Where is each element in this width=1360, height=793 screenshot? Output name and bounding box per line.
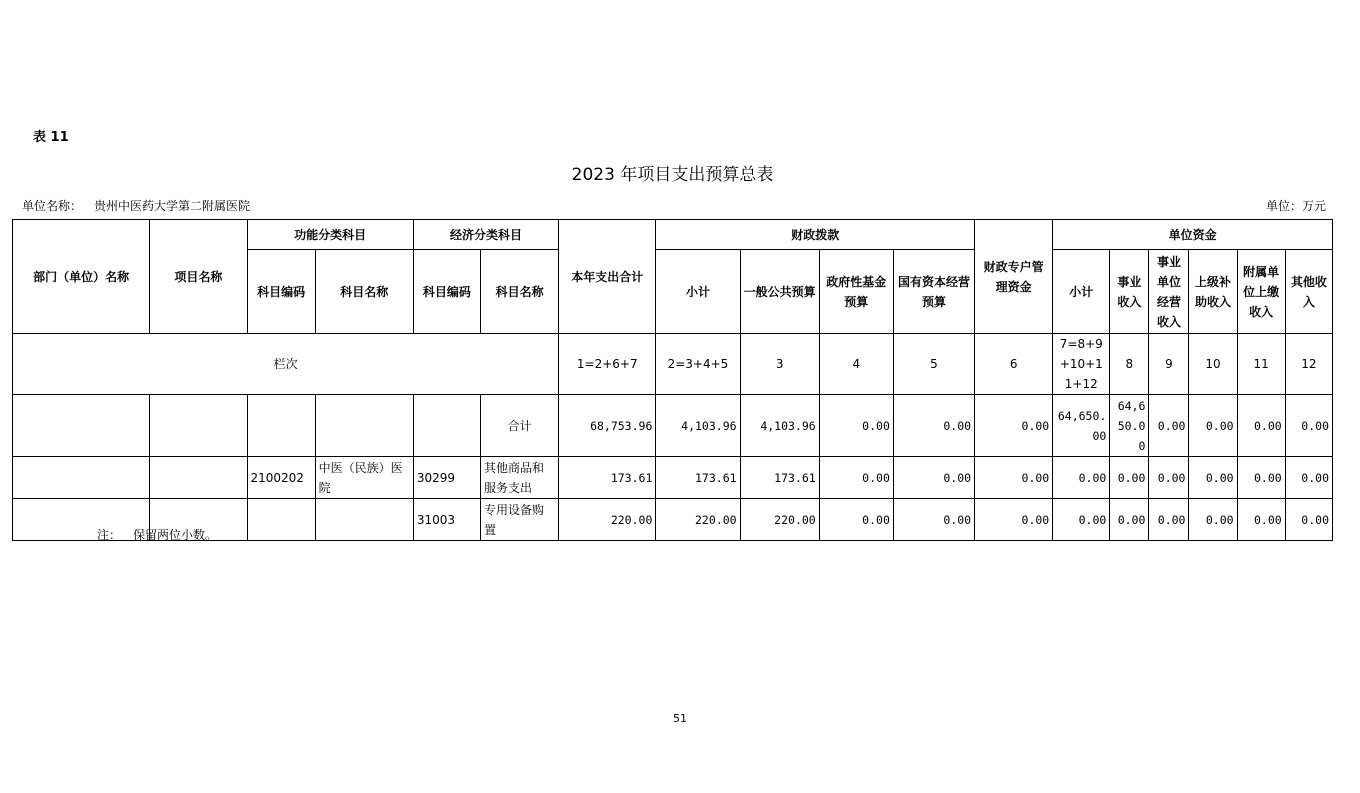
column-index-cell: 10 — [1189, 334, 1237, 395]
cell-value: 0.00 — [819, 499, 893, 541]
table-row-total — [13, 395, 1333, 457]
header-total: 本年支出合计 — [559, 220, 656, 334]
header-career-income: 事业收入 — [1110, 250, 1149, 334]
cell-value: 0.00 — [1189, 395, 1237, 457]
budget-table — [12, 219, 1333, 541]
column-index-label: 栏次 — [13, 334, 559, 395]
cell-value: 0.00 — [1189, 457, 1237, 499]
header-affiliated-income: 附属单位上缴收入 — [1237, 250, 1285, 334]
column-index-cell: 9 — [1149, 334, 1189, 395]
table-label: 表 11 — [33, 130, 69, 145]
header-unit-group: 单位资金 — [1053, 220, 1333, 250]
cell-project — [150, 457, 247, 499]
page-number: 51 — [673, 712, 687, 725]
header-fiscal-subtotal: 小计 — [656, 250, 740, 334]
header-state-capital: 国有资本经营预算 — [893, 250, 974, 334]
header-unit-subtotal: 小计 — [1053, 250, 1110, 334]
unit-label: 单位：万元 — [1265, 199, 1326, 213]
cell-value: 220.00 — [656, 499, 740, 541]
cell-value: 0.00 — [893, 457, 974, 499]
cell-value: 0.00 — [1110, 499, 1149, 541]
cell-econ-code — [413, 395, 480, 457]
header-special-account: 财政专户管理资金 — [975, 220, 1053, 334]
header-superior-subsidy: 上级补助收入 — [1189, 250, 1237, 334]
header-other-income: 其他收入 — [1285, 250, 1332, 334]
cell-func-name: 中医（民族）医院 — [315, 457, 413, 499]
cell-value: 0.00 — [819, 457, 893, 499]
unit-name-value: 贵州中医药大学第二附属医院 — [94, 199, 251, 213]
unit-name-label: 单位名称： — [22, 199, 83, 213]
header-general-budget: 一般公共预算 — [740, 250, 819, 334]
cell-value: 0.00 — [975, 395, 1053, 457]
column-index-cell: 6 — [975, 334, 1053, 395]
header-operating-income: 事业单位经营收入 — [1149, 250, 1189, 334]
cell-econ-code: 31003 — [413, 499, 480, 541]
cell-func-name — [315, 395, 413, 457]
cell-value: 0.00 — [1285, 395, 1332, 457]
header-econ-code: 科目编码 — [413, 250, 480, 334]
column-index-cell: 2=3+4+5 — [656, 334, 740, 395]
cell-value: 0.00 — [1149, 395, 1189, 457]
column-index-cell: 7=8+9+10+11+12 — [1053, 334, 1110, 395]
cell-value: 64,650.00 — [1053, 395, 1110, 457]
header-econ-group: 经济分类科目 — [413, 220, 558, 250]
cell-value: 0.00 — [893, 499, 974, 541]
cell-value: 0.00 — [1053, 457, 1110, 499]
cell-value: 0.00 — [1149, 457, 1189, 499]
cell-value: 0.00 — [1110, 457, 1149, 499]
cell-value: 0.00 — [975, 499, 1053, 541]
cell-econ-name: 合计 — [481, 395, 559, 457]
header-dept: 部门（单位）名称 — [13, 220, 150, 334]
cell-value: 173.61 — [740, 457, 819, 499]
cell-func-code — [247, 395, 315, 457]
cell-value: 220.00 — [740, 499, 819, 541]
cell-value: 0.00 — [1237, 395, 1285, 457]
cell-dept — [13, 395, 150, 457]
cell-value: 0.00 — [1189, 499, 1237, 541]
header-econ-name: 科目名称 — [481, 250, 559, 334]
cell-value: 0.00 — [1237, 499, 1285, 541]
footnote-label: 注： — [97, 528, 122, 542]
footnote-text: 保留两位小数。 — [133, 528, 218, 542]
cell-value: 220.00 — [559, 499, 656, 541]
column-index-cell: 4 — [819, 334, 893, 395]
table-row — [13, 457, 1333, 499]
cell-value: 173.61 — [656, 457, 740, 499]
cell-value: 0.00 — [819, 395, 893, 457]
column-index-cell: 5 — [893, 334, 974, 395]
column-index-cell: 1=2+6+7 — [559, 334, 656, 395]
column-index-cell: 8 — [1110, 334, 1149, 395]
cell-func-code: 2100202 — [247, 457, 315, 499]
cell-value: 0.00 — [1053, 499, 1110, 541]
column-index-cell: 3 — [740, 334, 819, 395]
cell-econ-name: 其他商品和服务支出 — [481, 457, 559, 499]
column-index-row — [13, 334, 1333, 395]
cell-value: 0.00 — [1149, 499, 1189, 541]
cell-value: 0.00 — [893, 395, 974, 457]
cell-value: 68,753.96 — [559, 395, 656, 457]
column-index-cell: 12 — [1285, 334, 1332, 395]
header-fiscal-group: 财政拨款 — [656, 220, 975, 250]
cell-econ-code: 30299 — [413, 457, 480, 499]
cell-value: 4,103.96 — [656, 395, 740, 457]
cell-project — [150, 395, 247, 457]
cell-dept — [13, 457, 150, 499]
footnote — [97, 526, 217, 543]
header-gov-fund: 政府性基金预算 — [819, 250, 893, 334]
page-title: 2023 年项目支出预算总表 — [571, 165, 774, 185]
header-func-group: 功能分类科目 — [247, 220, 413, 250]
cell-func-name — [315, 499, 413, 541]
header-func-code: 科目编码 — [247, 250, 315, 334]
cell-value: 0.00 — [1285, 457, 1332, 499]
header-project: 项目名称 — [150, 220, 247, 334]
cell-value: 0.00 — [1237, 457, 1285, 499]
cell-value: 4,103.96 — [740, 395, 819, 457]
cell-value: 64,650.00 — [1110, 395, 1149, 457]
column-index-cell: 11 — [1237, 334, 1285, 395]
cell-value: 0.00 — [975, 457, 1053, 499]
cell-econ-name: 专用设备购置 — [481, 499, 559, 541]
cell-value: 0.00 — [1285, 499, 1332, 541]
cell-value: 173.61 — [559, 457, 656, 499]
cell-func-code — [247, 499, 315, 541]
header-func-name: 科目名称 — [315, 250, 413, 334]
unit-name-line — [22, 197, 250, 214]
